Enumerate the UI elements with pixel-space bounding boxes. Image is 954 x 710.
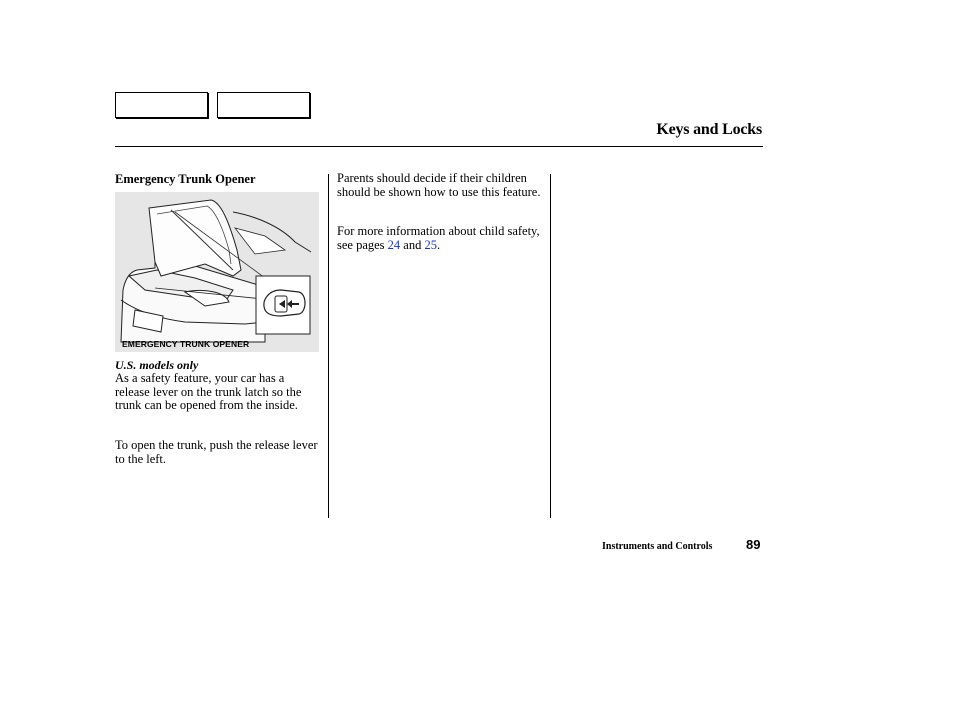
body-paragraph: To open the trunk, push the release lever to the left. [115,438,318,466]
models-note: U.S. models only [115,358,199,372]
section-heading: Emergency Trunk Opener [115,172,256,186]
page-number: 89 [746,537,761,552]
trunk-illustration [115,192,319,352]
and-text: and [403,237,422,252]
nav-button-next[interactable] [217,92,310,118]
page-link-24[interactable]: 24 [387,237,401,252]
safety-text: For more information about child safety, see pages [337,224,540,252]
page-title: Keys and Locks [656,121,762,138]
body-paragraph-safety [337,225,547,252]
page-link-25[interactable]: 25 [424,237,437,252]
nav-button-previous[interactable] [115,92,208,118]
period-text: . [436,237,441,252]
body-paragraph: Parents should decide if their children should be shown how to use this feature. [337,171,541,199]
column-divider [550,174,551,518]
body-paragraph: As a safety feature, your car has a release lever on the trunk latch so the trunk can be opened from the inside. [115,371,302,412]
trunk-opener-figure [115,192,319,352]
footer-section-label: Instruments and Controls [602,541,713,552]
title-rule [115,146,763,147]
figure-caption: EMERGENCY TRUNK OPENER [122,339,250,349]
column-divider [328,174,329,518]
